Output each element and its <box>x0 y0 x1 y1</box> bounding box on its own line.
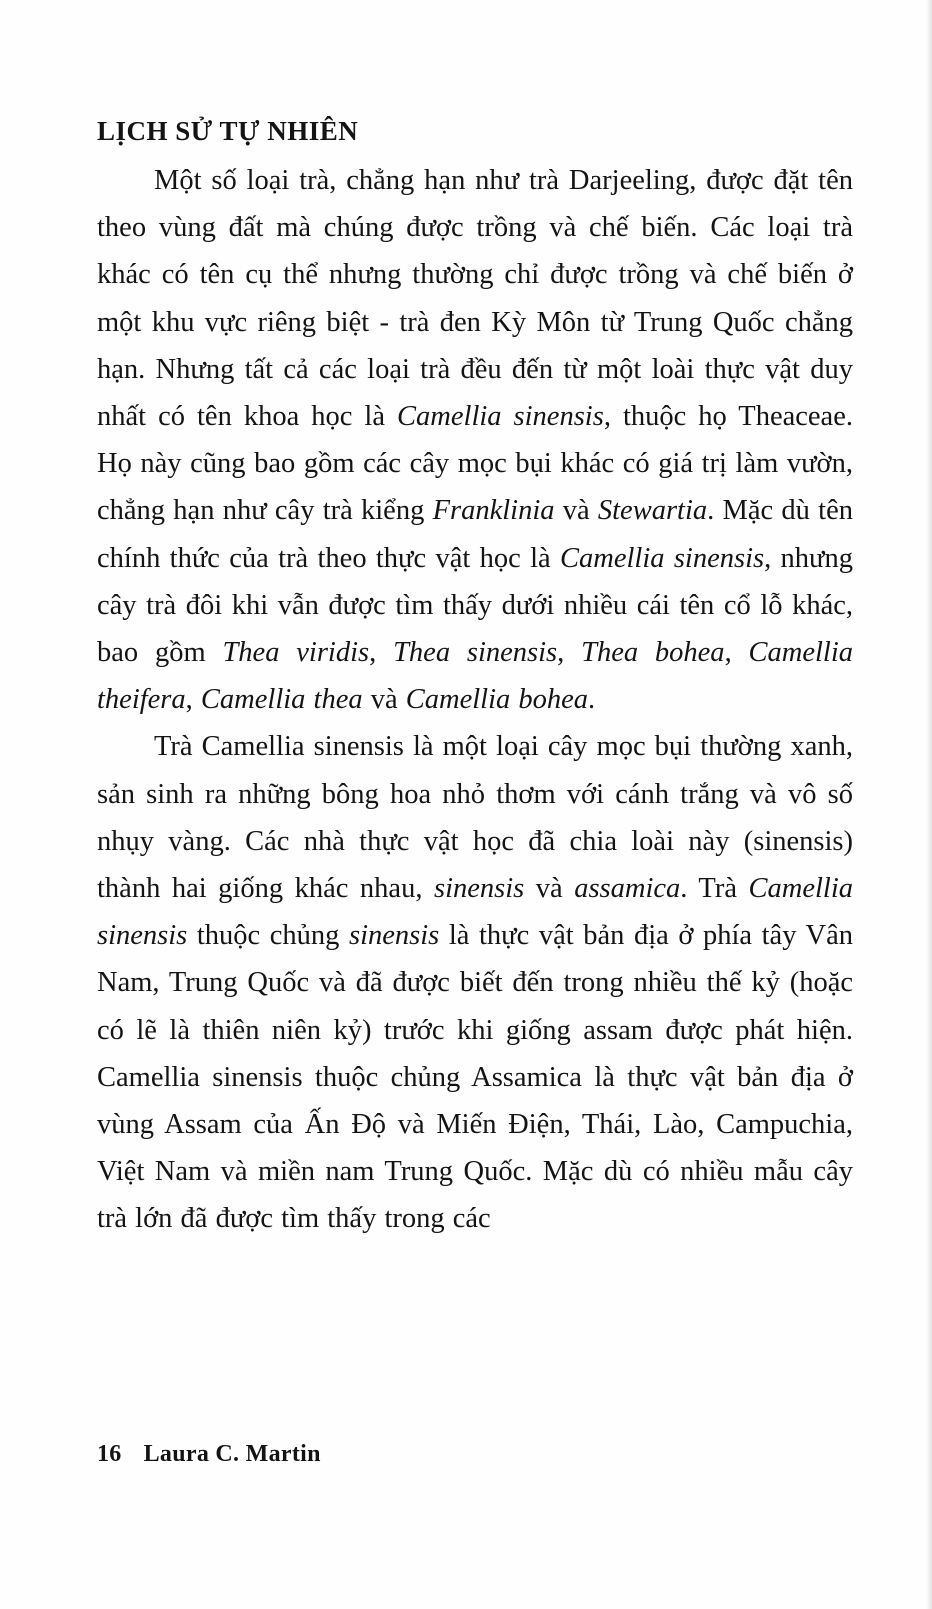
text-run: Trà Camellia sinensis là một loại cây mọc bụi thường xanh, sản sinh ra những bông hoa nhỏ thơm với cánh trắng và vô số nhụy vàng. Các nhà thực vật học đã chia loài này (sinensis) thành hai giống khác nhau, <box>97 731 853 905</box>
page-content <box>97 108 853 1243</box>
body-text <box>97 157 853 1243</box>
text-run: , nhưng cây trà đôi khi vẫn được tìm thấy dưới nhiều cái tên cổ lỗ khác, bao gồm <box>97 542 853 669</box>
text-run: là thực vật bản địa ở phía tây Vân Nam, Trung Quốc và đã được biết đến trong nhiều thế kỷ (hoặc có lẽ là thiên niên kỷ) trước khi giống assam được phát hiện. Camellia sinensis thuộc chủng Assamica là thực vật bản địa ở vùng Assam của Ấn Độ và Miến Điện, Thái, Lào, Campuchia, Việt Nam và miền nam Trung Quốc. Mặc dù có nhiều mẫu cây trà lớn đã được tìm thấy trong các <box>97 920 854 1235</box>
text-run: và <box>362 684 406 716</box>
text-run: , <box>185 684 201 716</box>
italic-text-run: sinensis <box>348 920 440 952</box>
text-run: , thuộc họ Theaceae. Họ này cũng bao gồm các cây mọc bụi khác có giá trị làm vườn, chẳng hạn như cây trà kiểng <box>97 401 853 527</box>
text-run: . Mặc dù tên chính thức của trà theo thực vật học là <box>97 495 853 574</box>
italic-text-run: Camellia sinensis <box>560 542 765 574</box>
italic-text-run: sinensis <box>433 873 525 905</box>
text-run: Một số loại trà, chẳng hạn như trà Darjeeling, được đặt tên theo vùng đất mà chúng được trồng và chế biến. Các loại trà khác có tên cụ thể nhưng thường chỉ được trồng và chế biến ở một khu vực riêng biệt - trà đen Kỳ Môn từ Trung Quốc chẳng hạn. Nhưng tất cả các loại trà đều đến từ một loài thực vật duy nhất có tên khoa học là <box>97 165 853 433</box>
page-number: 16 <box>97 1441 122 1467</box>
italic-text-run: Thea sinensis <box>393 637 558 669</box>
italic-text-run: Camellia theifera <box>97 637 854 716</box>
author-name: Laura C. Martin <box>143 1441 321 1467</box>
paragraph <box>97 723 853 1242</box>
italic-text-run: Stewartia <box>597 495 708 527</box>
section-heading: LỊCH SỬ TỰ NHIÊN <box>97 116 359 146</box>
italic-text-run: Thea viridis <box>222 637 370 669</box>
italic-text-run: Camellia sinensis <box>397 401 604 433</box>
italic-text-run: Camellia sinensis <box>97 873 853 952</box>
text-run: , <box>557 637 582 669</box>
italic-text-run: Thea bohea <box>581 637 725 669</box>
text-run: và <box>554 495 598 527</box>
text-run: thuộc chủng <box>187 920 349 952</box>
italic-text-run: assamica <box>574 873 681 905</box>
paragraph <box>97 157 853 723</box>
italic-text-run: Franklinia <box>432 495 555 527</box>
italic-text-run: Camellia thea <box>200 684 363 716</box>
scan-edge-shadow <box>926 0 932 1609</box>
page-footer <box>97 1438 321 1470</box>
italic-text-run: Camellia bohea <box>405 684 589 716</box>
text-run: , <box>369 637 394 669</box>
text-run: và <box>524 873 575 905</box>
text-run: . Trà <box>680 873 749 905</box>
text-run: . <box>588 684 596 716</box>
text-run: , <box>724 637 749 669</box>
